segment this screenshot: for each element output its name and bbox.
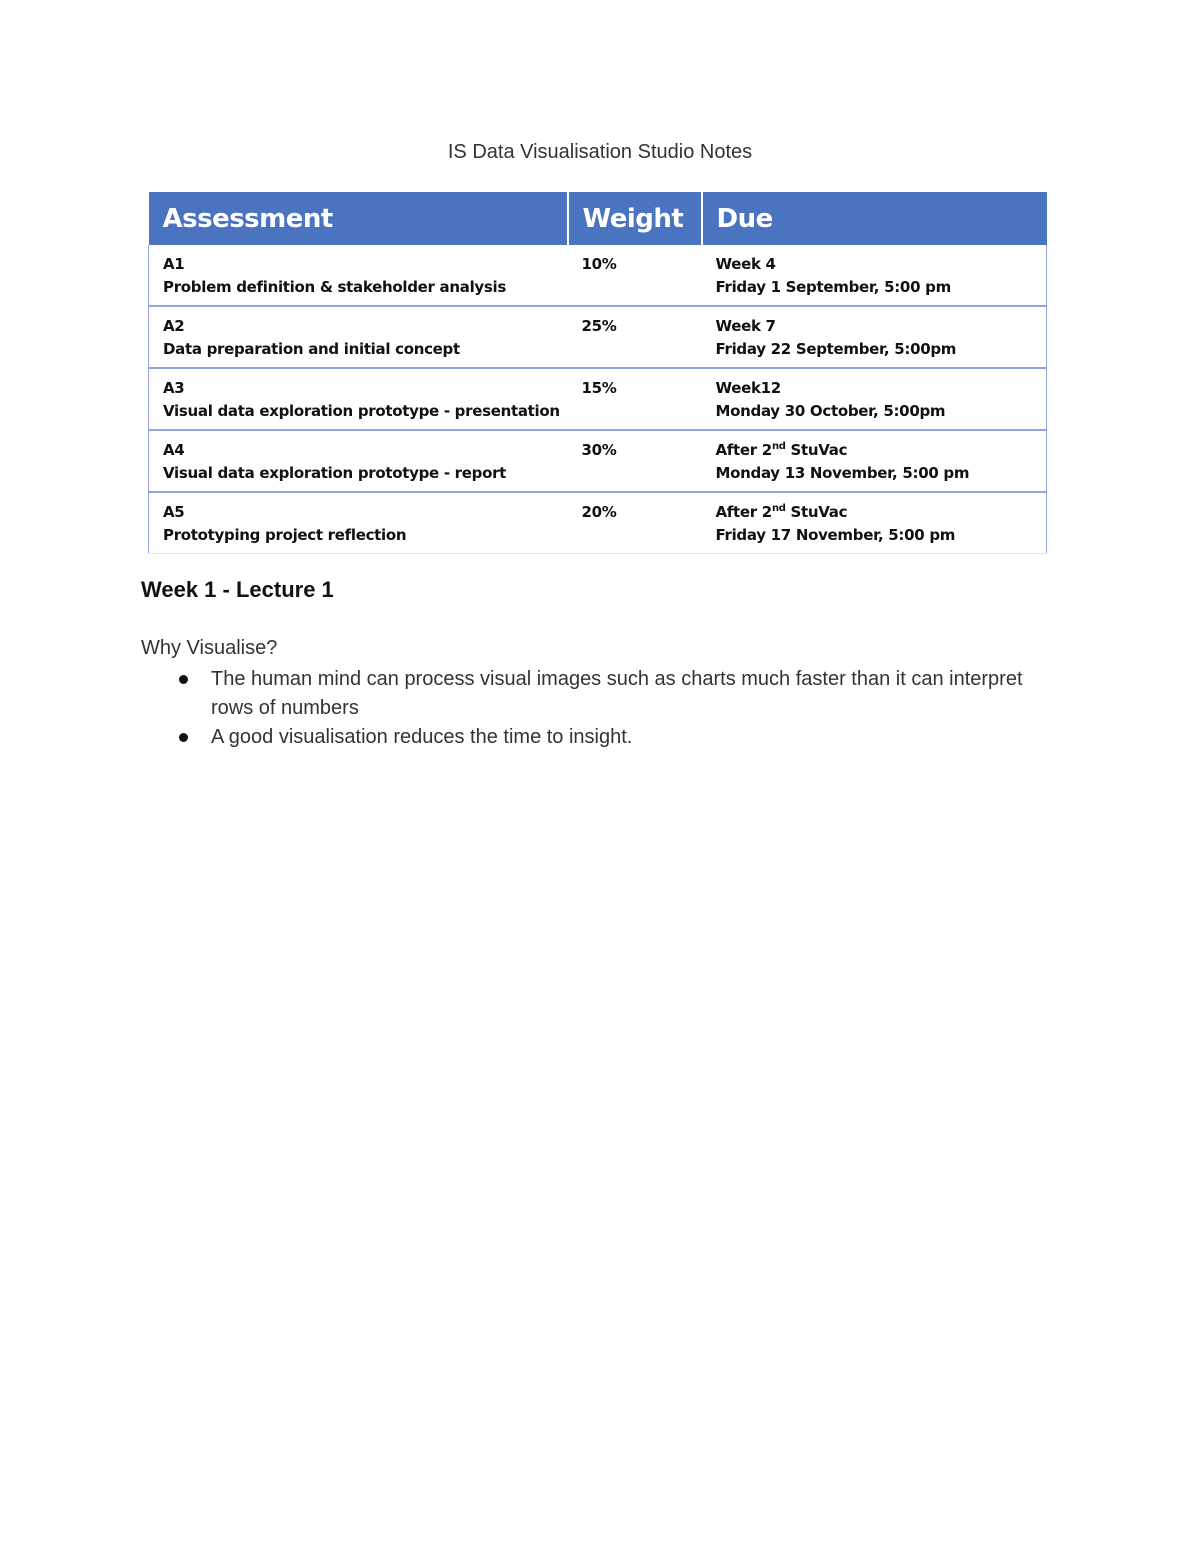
due-week [716, 439, 1047, 462]
due-date: Monday 13 November, 5:00 pm [715, 464, 970, 482]
due-week [716, 253, 1047, 276]
assessment-cell [149, 245, 568, 306]
weight-cell [568, 306, 702, 368]
weight-cell [568, 492, 702, 554]
assessment-weight: 20% [581, 503, 617, 521]
due-week-tail: StuVac [785, 503, 848, 521]
assessment-code: A4 [163, 441, 185, 459]
due-week [716, 377, 1047, 400]
due-week-tail: StuVac [785, 441, 848, 459]
table-row [149, 306, 1047, 368]
assessment-cell [149, 492, 568, 554]
due-week-text: Week12 [715, 379, 781, 397]
assessment-name: Problem definition & stakeholder analysis [163, 278, 506, 296]
due-week-text: After 2 [715, 503, 772, 521]
weight-cell [568, 245, 702, 306]
bullet-icon [179, 733, 188, 742]
bullet-text: A good visualisation reduces the time to insight. [211, 726, 633, 748]
assessment-code: A5 [163, 503, 185, 521]
due-date: Friday 17 November, 5:00 pm [715, 526, 956, 544]
assessment-weight: 25% [581, 317, 617, 335]
weight-cell [568, 368, 702, 430]
due-week-superscript: nd [771, 503, 786, 514]
due-week [716, 315, 1047, 338]
due-cell [702, 245, 1047, 306]
assessment-cell [149, 306, 568, 368]
assessment-cell [149, 368, 568, 430]
due-date: Friday 22 September, 5:00pm [715, 340, 957, 358]
section-heading: Week 1 - Lecture 1 [141, 577, 334, 602]
due-cell [702, 368, 1047, 430]
assessment-name: Prototyping project reflection [163, 526, 407, 544]
header-weight: Weight [568, 192, 702, 245]
assessment-table [148, 192, 1047, 554]
list-item [141, 665, 1041, 723]
due-cell [702, 430, 1047, 492]
bullet-icon [179, 675, 188, 684]
assessment-cell [149, 430, 568, 492]
table-row [149, 368, 1047, 430]
assessment-code: A2 [163, 317, 185, 335]
section-subheading: Why Visualise? [141, 637, 278, 659]
table-row [149, 245, 1047, 306]
header-due: Due [702, 192, 1047, 245]
due-week-superscript: nd [771, 441, 786, 452]
assessment-name: Visual data exploration prototype - presentation [163, 402, 560, 420]
list-item [141, 723, 1041, 752]
assessment-code: A3 [163, 379, 185, 397]
assessment-table-body [149, 245, 1047, 554]
due-cell [702, 492, 1047, 554]
header-assessment: Assessment [149, 192, 568, 245]
due-cell [702, 306, 1047, 368]
table-row [149, 492, 1047, 554]
assessment-weight: 30% [581, 441, 617, 459]
table-header-row [149, 192, 1047, 245]
due-week-text: Week 4 [715, 255, 776, 273]
assessment-weight: 15% [581, 379, 617, 397]
bullet-list [141, 665, 1041, 752]
assessment-name: Data preparation and initial concept [163, 340, 460, 358]
due-week-text: Week 7 [715, 317, 776, 335]
assessment-weight: 10% [581, 255, 617, 273]
due-date: Monday 30 October, 5:00pm [715, 402, 946, 420]
assessment-code: A1 [163, 255, 185, 273]
table-row [149, 430, 1047, 492]
bullet-text: The human mind can process visual images such as charts much faster than it can interpret rows of numbers [211, 668, 1023, 719]
due-week [716, 501, 1047, 524]
weight-cell [568, 430, 702, 492]
assessment-name: Visual data exploration prototype - report [163, 464, 507, 482]
due-week-text: After 2 [715, 441, 772, 459]
document-title: IS Data Visualisation Studio Notes [447, 141, 753, 163]
due-date: Friday 1 September, 5:00 pm [715, 278, 951, 296]
